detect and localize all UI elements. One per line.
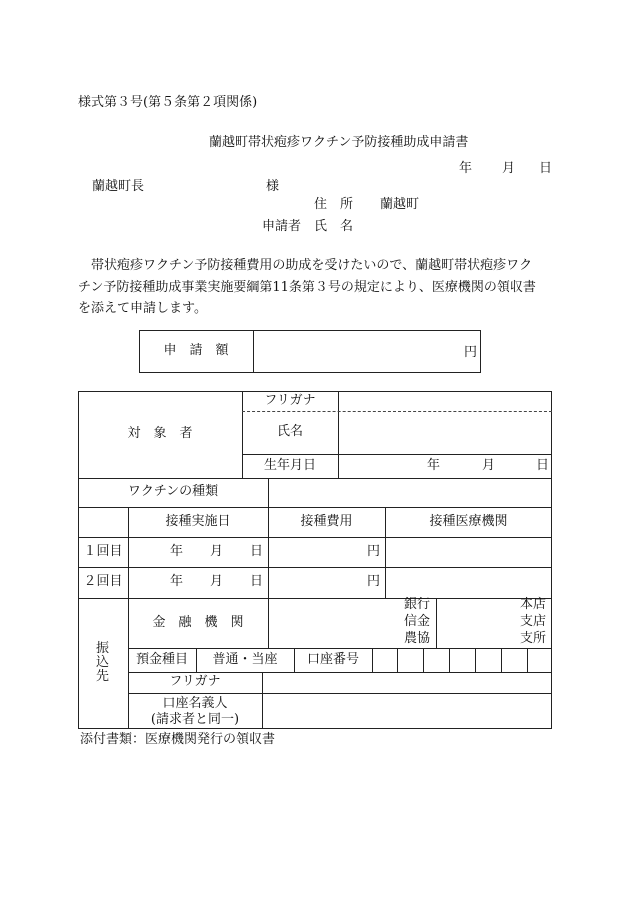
branch-type-branch: 支店	[520, 614, 547, 629]
header-vaccination-date: 接種実施日	[165, 513, 231, 529]
applicant-address-label: 住 所	[314, 197, 354, 212]
transfer-label-char-1: 振	[96, 641, 110, 656]
form-title: 蘭越町帯状疱疹ワクチン予防接種助成申請書	[209, 135, 469, 150]
subject-name-label: 氏名	[276, 424, 303, 440]
dob-year: 年	[427, 458, 441, 473]
row-2-yen: 円	[367, 574, 381, 589]
row-1-month: 月	[210, 544, 224, 559]
deposit-type-label: 預金種目	[135, 651, 188, 667]
date-year: 年	[459, 161, 473, 176]
row-2-label: ２回目	[83, 574, 123, 590]
form-number: 様式第３号(第５条第２項関係)	[78, 95, 258, 110]
branch-type-head: 本店	[520, 597, 547, 612]
bank-type-bank: 銀行	[404, 597, 431, 612]
body-line-1: 帯状疱疹ワクチン予防接種費用の助成を受けたいので、蘭越町帯状疱疹ワク	[91, 258, 533, 273]
row-1-label: １回目	[83, 543, 123, 559]
transfer-label-char-2: 込	[96, 655, 110, 670]
row-1-yen: 円	[367, 544, 381, 559]
body-line-2: チン予防接種助成事業実施要綱第11条第３号の規定により、医療機関の領収書	[78, 280, 536, 295]
row-2-year: 年	[170, 574, 184, 589]
subject-dob-label: 生年月日	[263, 457, 316, 473]
institution-label: 金 融 機 関	[152, 614, 244, 630]
row-2-month: 月	[210, 574, 224, 589]
row-2-day: 日	[250, 574, 264, 589]
holder-note: (請求者と同一)	[150, 712, 240, 727]
bank-type-nokyo: 農協	[404, 631, 431, 646]
holder-furigana-label: フリガナ	[169, 674, 221, 690]
body-line-3: を添えて申請します。	[78, 301, 207, 316]
subject-label: 対 象 者	[127, 426, 193, 442]
holder-label: 口座名義人	[162, 696, 228, 711]
row-1-day: 日	[250, 544, 264, 559]
applicant-address-value: 蘭越町	[380, 197, 420, 212]
account-number-label: 口座番号	[306, 651, 359, 667]
row-1-year: 年	[170, 544, 184, 559]
applicant-name-label: 氏 名	[314, 219, 354, 234]
vaccine-type-label: ワクチンの種類	[127, 484, 219, 500]
amount-unit: 円	[464, 345, 478, 360]
addressee-name: 蘭越町長	[92, 179, 145, 194]
header-vaccination-institution: 接種医療機関	[429, 513, 508, 529]
amount-label: 申 請 額	[163, 343, 229, 359]
dob-day: 日	[536, 458, 550, 473]
addressee-honorific: 様	[266, 179, 280, 194]
applicant-label: 申請者	[262, 219, 302, 234]
subject-furigana-label: フリガナ	[264, 392, 316, 408]
header-vaccination-cost: 接種費用	[300, 513, 353, 529]
dob-month: 月	[482, 458, 496, 473]
attachment-note: 添付書類：医療機関発行の領収書	[80, 732, 276, 747]
branch-type-office: 支所	[520, 631, 547, 646]
date-month: 月	[502, 161, 516, 176]
transfer-label-char-3: 先	[96, 669, 110, 684]
bank-type-shinkin: 信金	[404, 614, 431, 629]
deposit-type-value: 普通・当座	[212, 651, 278, 667]
date-day: 日	[539, 161, 553, 176]
